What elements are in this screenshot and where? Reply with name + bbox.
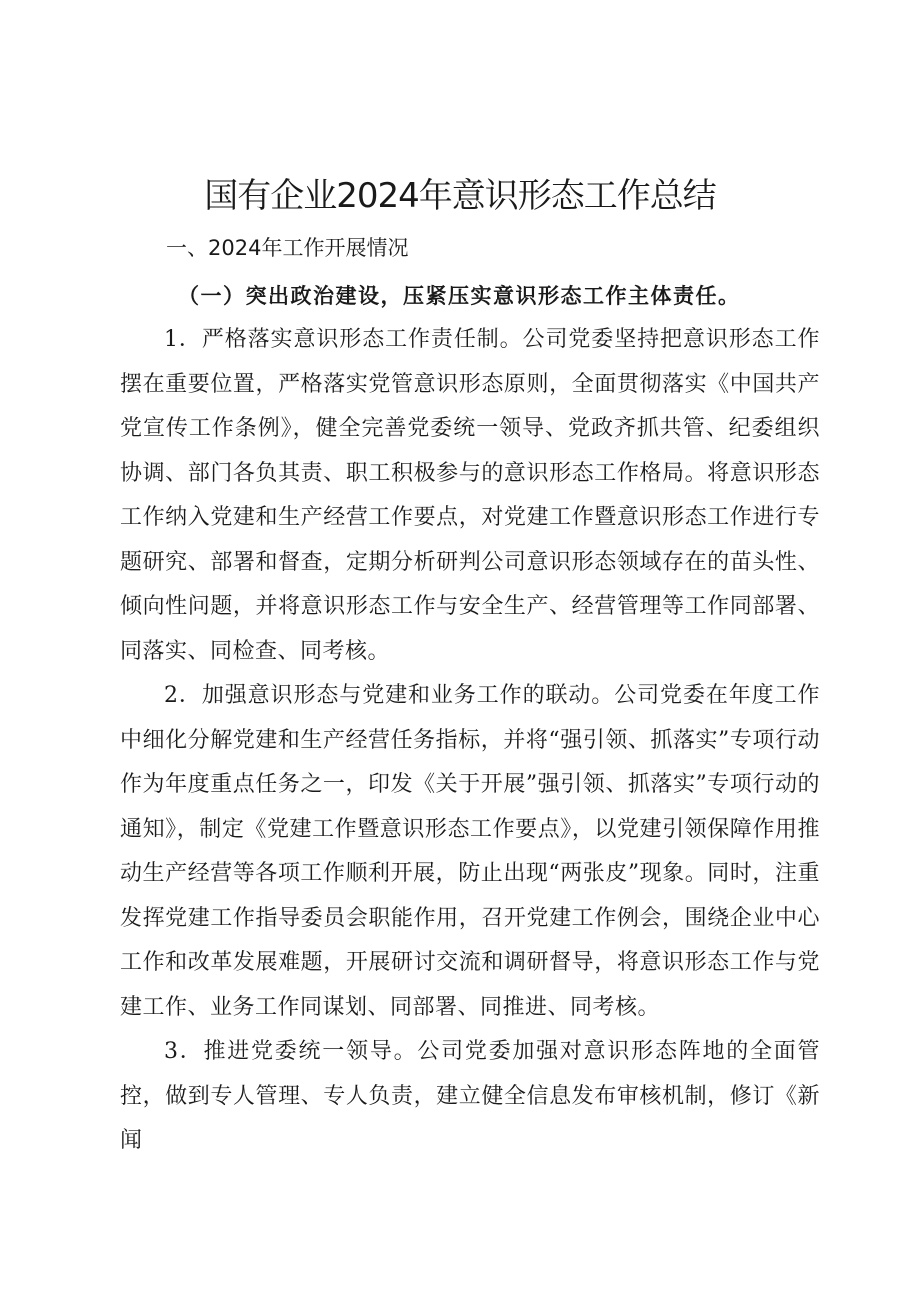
section-heading: 一、2024年工作开展情况 xyxy=(166,236,409,260)
paragraph-3: 3．推进党委统一领导。公司党委加强对意识形态阵地的全面管控，做到专人管理、专人负责，建立健全信息发布审核机制，修订《新闻 xyxy=(120,1039,820,1153)
document-body xyxy=(120,318,820,1164)
document-title: 国有企业2024年意识形态工作总结 xyxy=(204,176,716,216)
paragraph-1: 1．严格落实意识形态工作责任制。公司党委坚持把意识形态工作摆在重要位置，严格落实党管意识形态原则，全面贯彻落实《中国共产党宣传工作条例》，健全完善党委统一领导、党政齐抓共管、纪委组织协调、部门各负其责、职工积极参与的意识形态工作格局。将意识形态工作纳入党建和生产经营工作要点，对党建工作暨意识形态工作进行专题研究、部署和督查，定期分析研判公司意识形态领域存在的苗头性、倾向性问题，并将意识形态工作与安全生产、经营管理等工作同部署、同落实、同检查、同考核。 xyxy=(120,327,820,664)
subsection-heading: （一）突出政治建设，压紧压实意识形态工作主体责任。 xyxy=(178,284,741,308)
paragraph-2: 2．加强意识形态与党建和业务工作的联动。公司党委在年度工作中细化分解党建和生产经营任务指标，并将“强引领、抓落实”专项行动作为年度重点任务之一，印发《关于开展”强引领、抓落实”专项行动的通知》，制定《党建工作暨意识形态工作要点》，以党建引领保障作用推动生产经营等各项工作顺利开展，防止出现“两张皮”现象。同时，注重发挥党建工作指导委员会职能作用，召开党建工作例会，围绕企业中心工作和改革发展难题，开展研讨交流和调研督导，将意识形态工作与党建工作、业务工作同谋划、同部署、同推进、同考核。 xyxy=(120,683,820,1020)
